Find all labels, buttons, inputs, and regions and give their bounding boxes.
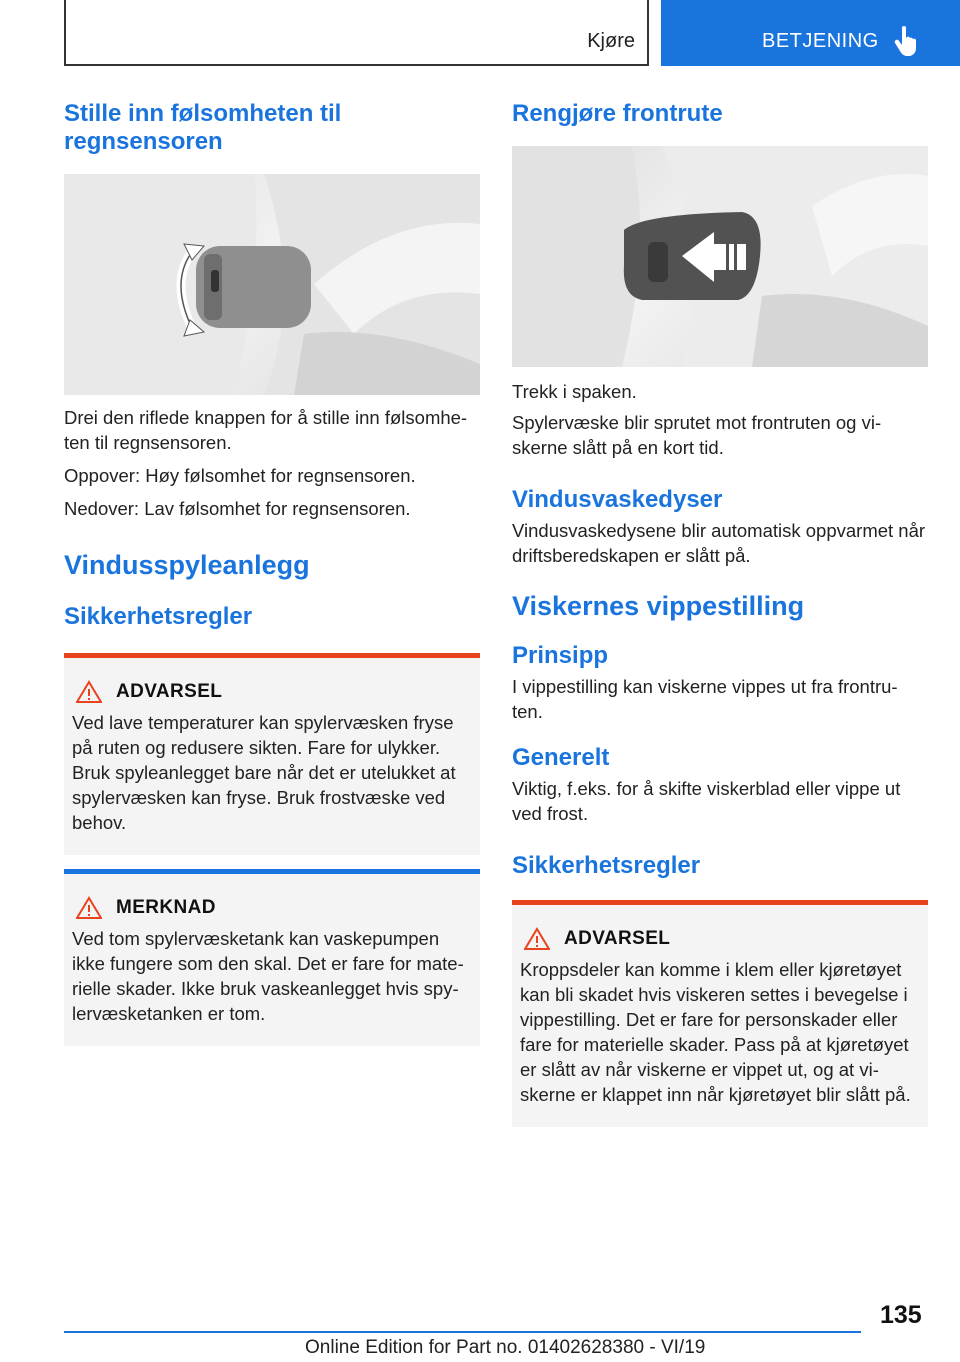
chapter-label: Kjøre: [587, 30, 635, 52]
windscreen-lever-photo: [512, 146, 928, 367]
pull-lever-instruction: Trekk i spaken.: [512, 381, 637, 402]
footer-divider: [64, 1331, 861, 1333]
page-number: 135: [880, 1301, 922, 1329]
washer-system-heading: Vindusspyleanlegg: [64, 550, 310, 580]
left-column: [64, 100, 480, 1046]
principle-heading: Prinsipp: [512, 642, 609, 669]
warning-box: [64, 653, 480, 855]
note-title: [72, 896, 472, 920]
right-column: [512, 100, 928, 1127]
warning-text: Ved lave temperaturer kan spylervæsken fryse på ruten og redusere sikten. Fare for ulykker. Bruk spyleanlegget bare når det er utelukket at spylervæsken kan fryse. Bruk frostvæske ved behov.: [72, 712, 456, 833]
section-label: BETJENING: [762, 30, 879, 52]
warning-box-right: [512, 900, 928, 1127]
warning-title: [72, 680, 472, 704]
header-chapter-tab: [64, 0, 649, 66]
warning-text-right: Kroppsdeler kan komme i klem eller kjøretøyet kan bli skadet hvis viskeren settes i bevegelse i vippestilling. Det er fare for personskader eller fare for materielle skader. Pass på at kjøretøyet er slått av når viskerne er vippet ut, og at vi-skerne er klappet inn når kjøretøyet blir slått på.: [520, 959, 911, 1105]
note-box: [64, 869, 480, 1046]
warning-triangle-icon: [524, 927, 550, 951]
general-heading: Generelt: [512, 744, 610, 771]
rain-sensor-photo: [64, 174, 480, 395]
wiper-lever-illustration: [512, 146, 928, 367]
general-text: Viktig, f.eks. for å skifte viskerblad eller vippe ut ved frost.: [512, 778, 901, 824]
rain-sensor-down: Nedover: Lav følsomhet for regnsensoren.: [64, 498, 411, 519]
header-section-tab: [661, 0, 960, 66]
warning-title-right: [520, 927, 920, 951]
steering-column-illustration: [64, 174, 480, 395]
washer-nozzles-heading: Vindusvaskedyser: [512, 486, 723, 513]
washer-fluid-description: Spylervæske blir sprutet mot frontruten og vi-skerne slått på en kort tid.: [512, 412, 882, 458]
rain-sensor-instruction: Drei den riflede knappen for å stille inn følsomhe-ten til regnsensoren.: [64, 407, 468, 453]
washer-nozzles-text: Vindusvaskedysene blir automatisk oppvarmet når driftsberedskapen er slått på.: [512, 520, 926, 566]
rain-sensor-up: Oppover: Høy følsomhet for regnsensoren.: [64, 465, 416, 486]
edition-line: Online Edition for Part no. 01402628380 - VI/19: [305, 1337, 706, 1358]
warning-label-right: ADVARSEL: [564, 928, 671, 949]
warning-triangle-icon: [76, 896, 102, 920]
safety-rules-heading-right: Sikkerhetsregler: [512, 852, 701, 879]
hand-pointer-icon: [893, 25, 923, 57]
wiper-service-position-heading: Viskernes vippestilling: [512, 591, 805, 621]
note-label: MERKNAD: [116, 897, 216, 918]
warning-label: ADVARSEL: [116, 681, 223, 702]
safety-rules-heading: Sikkerhetsregler: [64, 603, 253, 630]
note-text: Ved tom spylervæsketank kan vaskepumpen ikke fungere som den skal. Det er fare for mate-rielle skader. Ikke bruk vaskeanlegget hvis spy-lervæsketanken er tom.: [72, 928, 464, 1024]
principle-text: I vippestilling kan viskerne vippes ut fra frontru-ten.: [512, 676, 898, 722]
warning-triangle-icon: [76, 680, 102, 704]
rain-sensor-heading: Stille inn følsomheten til regnsensoren: [64, 100, 342, 155]
clean-windscreen-heading: Rengjøre frontrute: [512, 100, 723, 127]
